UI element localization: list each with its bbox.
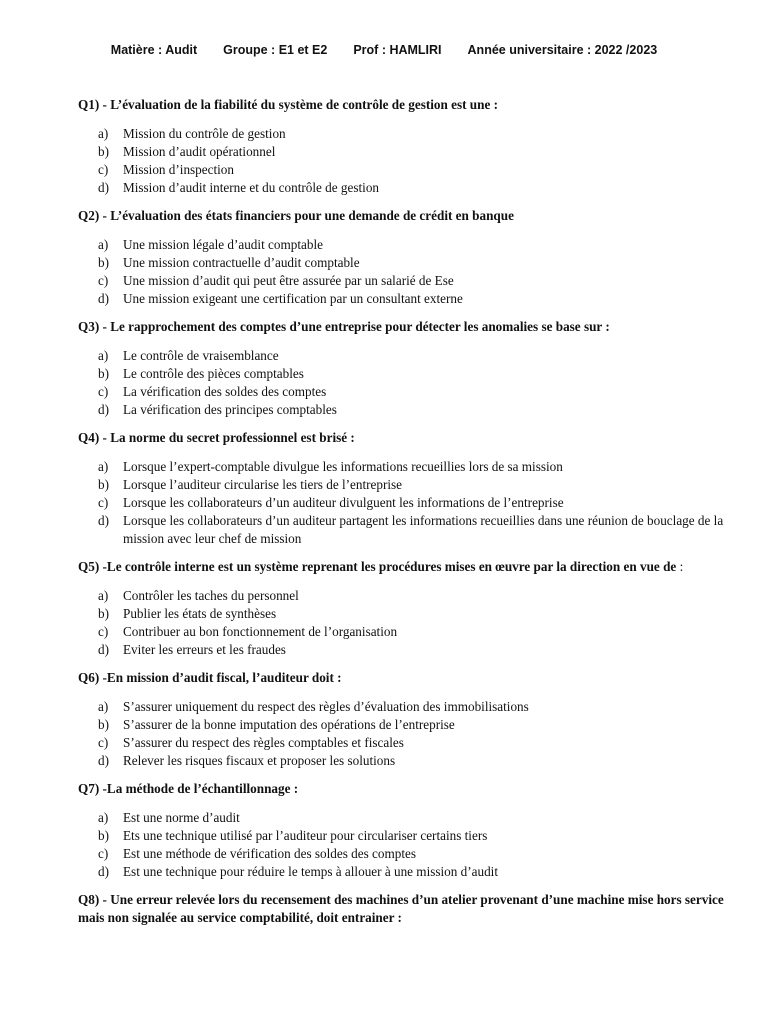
options-list (78, 587, 728, 659)
option-item: a) Mission du contrôle de gestion (98, 126, 286, 141)
option-item: d) Eviter les erreurs et les fraudes (98, 642, 286, 657)
option-item: d) Est une technique pour réduire le temps à allouer à une mission d’audit (98, 864, 499, 879)
option-item: d) La vérification des principes comptables (98, 402, 337, 417)
option-item: a) Est une norme d’audit (98, 810, 240, 825)
option-item: d) Mission d’audit interne et du contrôle de gestion (98, 180, 380, 195)
option-item: a) S’assurer uniquement du respect des règles d’évaluation des immobilisations (98, 699, 529, 714)
option-item: b) Le contrôle des pièces comptables (98, 366, 304, 381)
document-header (0, 43, 768, 57)
option-item: c) La vérification des soldes des comptes (98, 384, 327, 399)
option-item: d) Relever les risques fiscaux et proposer les solutions (98, 753, 396, 768)
question-title: Q1) - L’évaluation de la fiabilité du système de contrôle de gestion est une : (78, 97, 499, 112)
option-item: a) Une mission légale d’audit comptable (98, 237, 323, 252)
option-item: c) Lorsque les collaborateurs d’un auditeur divulguent les informations de l’entreprise (98, 495, 564, 510)
question-title: Q7) -La méthode de l’échantillonnage : (78, 781, 299, 796)
option-item: b) Publier les états de synthèses (98, 606, 277, 621)
header-matiere: Matière : Audit (110, 43, 198, 57)
question-3 (78, 318, 728, 419)
option-item: d) Lorsque les collaborateurs d’un auditeur partagent les informations recueillies dans une réunion de bouclage de la mission avec leur chef de mission (98, 513, 724, 546)
header-annee: Année universitaire : 2022 /2023 (467, 43, 658, 57)
option-item: c) Est une méthode de vérification des soldes des comptes (98, 846, 416, 861)
options-list (78, 236, 728, 308)
options-list (78, 125, 728, 197)
option-item: a) Contrôler les taches du personnel (98, 588, 299, 603)
option-item: b) S’assurer de la bonne imputation des opérations de l’entreprise (98, 717, 455, 732)
option-item: d) Une mission exigeant une certification par un consultant externe (98, 291, 463, 306)
question-title: Q4) - La norme du secret professionnel est brisé : (78, 430, 355, 445)
option-item: b) Lorsque l’auditeur circularise les tiers de l’entreprise (98, 477, 403, 492)
option-item: a) Lorsque l’expert-comptable divulgue les informations recueillies lors de sa mission (98, 459, 563, 474)
question-6 (78, 669, 728, 770)
option-item: b) Une mission contractuelle d’audit comptable (98, 255, 360, 270)
question-2 (78, 207, 728, 308)
option-item: c) Contribuer au bon fonctionnement de l’organisation (98, 624, 398, 639)
header-groupe: Groupe : E1 et E2 (223, 43, 328, 57)
question-4 (78, 429, 728, 548)
question-title: Q5) -Le contrôle interne est un système reprenant les procédures mises en œuvre par la direction en vue de : (78, 559, 684, 574)
option-item: a) Le contrôle de vraisemblance (98, 348, 279, 363)
options-list (78, 458, 728, 548)
question-title: Q6) -En mission d’audit fiscal, l’auditeur doit : (78, 670, 342, 685)
option-item: b) Mission d’audit opérationnel (98, 144, 276, 159)
questions-list (78, 96, 728, 938)
question-1 (78, 96, 728, 197)
header-prof: Prof : HAMLIRI (353, 43, 442, 57)
options-list (78, 347, 728, 419)
question-title: Q3) - Le rapprochement des comptes d’une entreprise pour détecter les anomalies se base sur : (78, 319, 610, 334)
option-item: c) Mission d’inspection (98, 162, 234, 177)
option-item: b) Ets une technique utilisé par l’auditeur pour circulariser certains tiers (98, 828, 488, 843)
question-8 (78, 891, 728, 927)
option-item: c) S’assurer du respect des règles comptables et fiscales (98, 735, 404, 750)
question-7 (78, 780, 728, 881)
question-title: Q2) - L’évaluation des états financiers pour une demande de crédit en banque (78, 208, 514, 223)
options-list (78, 809, 728, 881)
question-5 (78, 558, 728, 659)
option-item: c) Une mission d’audit qui peut être assurée par un salarié de Ese (98, 273, 454, 288)
question-title: Q8) - Une erreur relevée lors du recensement des machines d’un atelier provenant d’une machine mise hors service mais non signalée au service comptabilité, doit entrainer : (78, 892, 724, 925)
options-list (78, 698, 728, 770)
